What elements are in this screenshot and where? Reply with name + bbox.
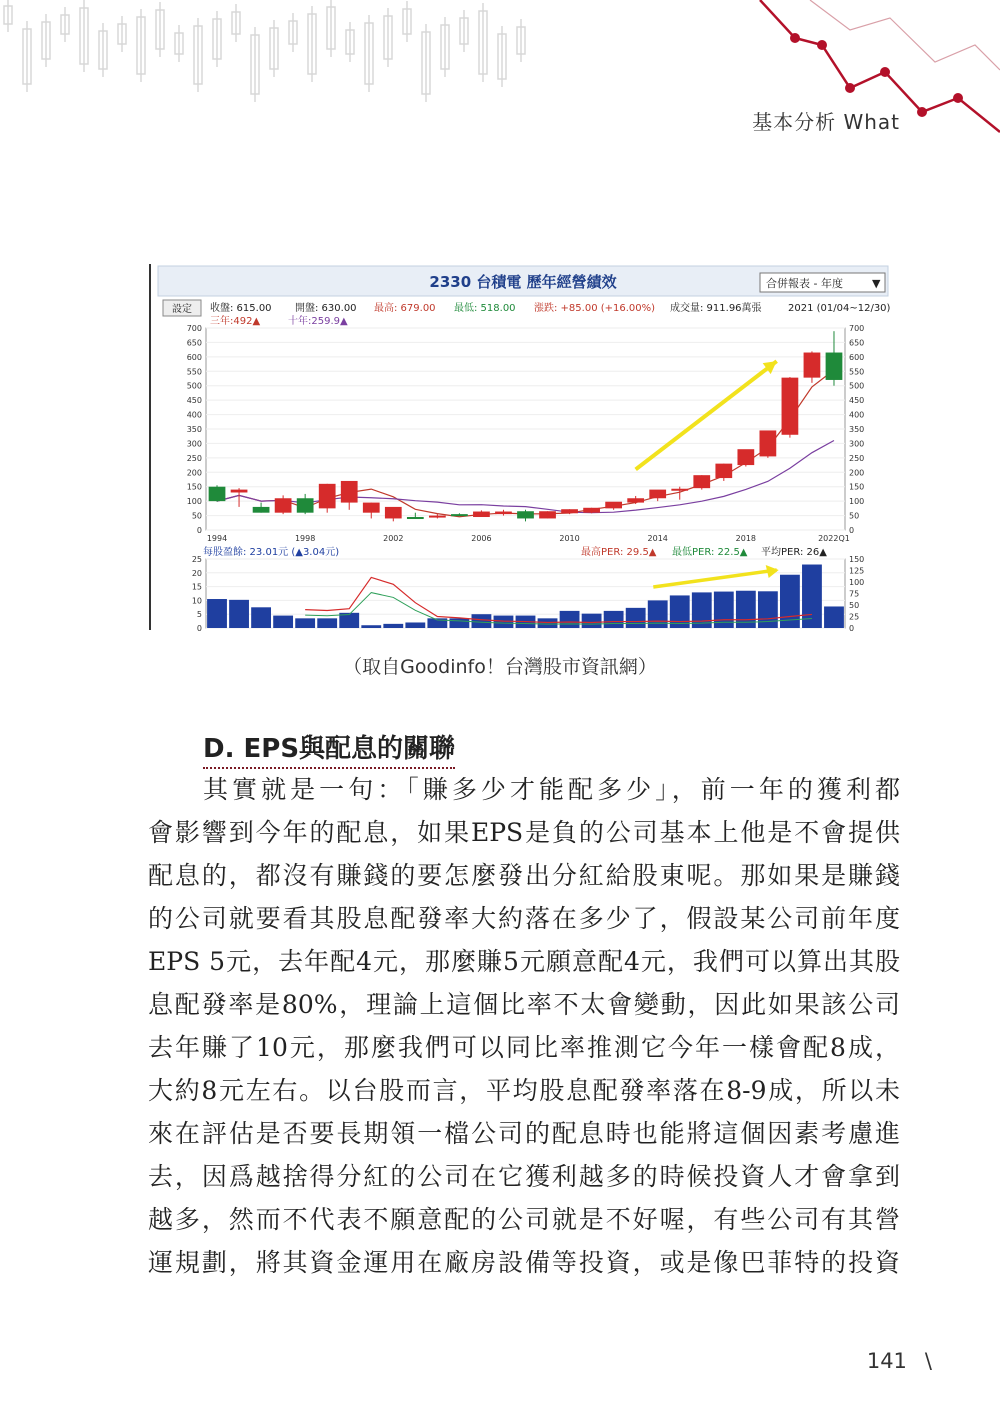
price-tick-label-right: 200 [849, 468, 865, 478]
paragraph-line: 來在評估是否要長期領一檔公司的配息時也能將這個因素考慮進 [148, 1119, 900, 1148]
page-footer [867, 1349, 932, 1373]
price-tick-label-right: 350 [849, 425, 865, 434]
price-tick-label-right: 100 [849, 497, 865, 507]
paragraph-line: 大約8元左右。以台股而言，平均股息配發率落在8-9成，所以未 [148, 1076, 900, 1105]
eps-bar [251, 607, 271, 628]
per-tick-label: 0 [849, 624, 855, 632]
eps-bar [648, 600, 668, 628]
candle-body [782, 378, 799, 435]
candle-body [804, 353, 821, 378]
candle-body [451, 514, 468, 516]
price-tick-label-left: 600 [186, 352, 202, 362]
page-number: 141 [866, 1349, 907, 1373]
eps-bar [317, 618, 337, 628]
candle-body [826, 353, 843, 380]
year-tick-label: 2018 [735, 534, 757, 543]
eps-panel [192, 555, 864, 632]
candle-body [429, 516, 446, 518]
price-panel [187, 324, 865, 543]
paragraph-line: 其實就是一句：「賺多少才能配多少」，前一年的獲利都 [203, 775, 900, 804]
eps-bar [758, 591, 778, 628]
price-tick-label-right: 650 [849, 338, 865, 348]
summary-low: 最低: 518.00 [454, 303, 516, 314]
year-tick-label: 2014 [647, 534, 668, 543]
body-paragraph [148, 768, 900, 1284]
price-tick-label-left: 550 [186, 367, 202, 377]
price-tick-label-left: 400 [186, 410, 202, 420]
paragraph-line: 越多，然而不代表不願意配的公司就是不好喔，有些公司有其營 [148, 1205, 900, 1234]
candle-body [583, 508, 600, 513]
eps-bar [229, 600, 249, 628]
summary-period: 2021 (01/04~12/30) [788, 303, 891, 314]
section-header: 基本分析 What [752, 110, 900, 134]
candle-body [341, 481, 358, 503]
year-tick-label: 1998 [294, 534, 316, 543]
price-tick-label-right: 0 [849, 526, 855, 535]
price-tick-label-left: 50 [191, 511, 202, 521]
candle-body [561, 509, 578, 513]
eps-bar [295, 618, 315, 628]
price-tick-label-left: 350 [186, 425, 202, 434]
price-tick-label-left: 0 [196, 526, 202, 535]
price-tick-label-right: 700 [849, 324, 865, 333]
year-tick-label: 2022Q1 [818, 534, 850, 543]
paragraph-line: 去，因爲越捨得分紅的公司在它獲利越多的時候投資人才會拿到 [148, 1162, 900, 1191]
price-tick-label-right: 500 [849, 381, 865, 391]
paragraph-line: EPS 5元，去年配4元，那麼賺5元願意配4元，我們可以算出其股 [148, 947, 900, 976]
candle-body [407, 517, 424, 519]
price-tick-label-right: 300 [849, 439, 865, 449]
candle-body [605, 502, 622, 509]
year-tick-label: 2002 [383, 534, 404, 543]
price-tick-label-right: 250 [849, 453, 865, 463]
price-tick-label-right: 50 [849, 511, 860, 521]
footer-mark: \ [924, 1349, 932, 1373]
settings-button-label: 設定 [172, 304, 192, 315]
year-tick-label: 2006 [471, 534, 492, 543]
per-avg-label: 平均PER: 26▲ [761, 547, 827, 558]
candle-body [649, 490, 666, 499]
summary-change: 漲跌: +85.00 (+16.00%) [534, 303, 656, 314]
eps-tick-label: 25 [191, 555, 202, 564]
eps-tick-label: 10 [191, 596, 202, 606]
price-tick-label-left: 150 [186, 482, 202, 492]
eps-bar [361, 625, 381, 628]
paragraph-line: 息配發率是80%，理論上這個比率不太會變動，因此如果該公司 [148, 990, 900, 1019]
price-tick-label-left: 500 [186, 381, 202, 391]
paragraph-line: 運規劃，將其資金運用在廠房設備等投資，或是像巴菲特的投資 [148, 1248, 900, 1277]
candle-body [319, 484, 336, 509]
price-tick-label-right: 600 [849, 352, 865, 362]
price-tick-label-left: 250 [186, 453, 202, 463]
eps-bar [824, 606, 844, 628]
eps-bar [626, 608, 646, 628]
candle-body [253, 507, 270, 513]
per-tick-label: 150 [849, 555, 865, 564]
candle-body [693, 475, 710, 488]
per-tick-label: 50 [849, 601, 860, 610]
eps-label: 每股盈餘: 23.01元 (▲3.04元) [203, 547, 340, 558]
chart-title: 2330 台積電 歷年經營績效 [429, 273, 617, 291]
price-tick-label-right: 150 [849, 482, 865, 492]
eps-bar [604, 611, 624, 628]
candle-body [231, 490, 248, 493]
candle-body [473, 512, 490, 517]
paragraph-line: 配息的，都沒有賺錢的要怎麼發出分紅給股東呢。那如果是賺錢 [148, 861, 900, 890]
report-select-label: 合併報表 - 年度 [766, 277, 843, 290]
section-heading: D. EPS與配息的關聯 [203, 728, 455, 769]
per-tick-label: 125 [849, 566, 865, 576]
price-tick-label-left: 700 [186, 324, 202, 333]
summary-close: 收盤: 615.00 [210, 303, 272, 314]
eps-bar [449, 618, 469, 628]
price-tick-label-right: 450 [849, 396, 865, 406]
eps-bar [472, 614, 492, 628]
price-tick-label-right: 400 [849, 410, 865, 420]
ma10-label: 十年:259.9▲ [288, 316, 348, 327]
per-low-label: 最低PER: 22.5▲ [672, 547, 748, 558]
candle-body [297, 498, 314, 512]
price-tick-label-left: 650 [186, 338, 202, 348]
summary-high: 最高: 679.00 [374, 303, 436, 314]
eps-tick-label: 15 [191, 582, 202, 592]
eps-bar [383, 624, 403, 628]
candle-body [671, 489, 688, 491]
price-tick-label-left: 300 [186, 439, 202, 449]
eps-bar [405, 622, 425, 628]
candle-body [539, 511, 556, 518]
per-tick-label: 75 [849, 589, 860, 599]
eps-tick-label: 20 [191, 568, 202, 578]
figure-caption: （取自Goodinfo！台灣股市資訊網） [343, 656, 657, 678]
price-tick-label-left: 200 [186, 468, 202, 478]
eps-bar [207, 599, 227, 628]
candle-body [715, 464, 732, 478]
eps-tick-label: 5 [196, 610, 202, 620]
eps-bar [273, 616, 293, 628]
price-tick-label-left: 450 [186, 396, 202, 406]
candle-body [209, 487, 226, 501]
price-tick-label-left: 100 [186, 497, 202, 507]
chevron-down-icon: ▼ [872, 277, 881, 290]
eps-tick-label: 0 [196, 624, 202, 632]
candle-body [627, 498, 644, 502]
stock-performance-chart [148, 262, 893, 632]
eps-bar [538, 618, 558, 628]
paragraph-line: 的公司就要看其股息配發率大約落在多少了，假設某公司前年度 [148, 904, 900, 933]
eps-bar [560, 611, 580, 628]
candle-body [275, 498, 292, 512]
candle-body [385, 507, 402, 519]
per-tick-label: 25 [849, 612, 860, 622]
paragraph-line: 去年賺了10元，那麼我們可以同比率推測它今年一樣會配8成， [148, 1033, 900, 1062]
year-tick-label: 1994 [206, 534, 228, 543]
candle-body [737, 449, 754, 465]
ma3-label: 三年:492▲ [210, 316, 261, 327]
summary-open: 開盤: 630.00 [295, 303, 357, 314]
paragraph-line: 會影響到今年的配息，如果EPS是負的公司基本上他是不會提供 [148, 818, 900, 847]
candle-body [517, 511, 534, 518]
candle-body [760, 430, 777, 456]
per-tick-label: 100 [849, 578, 865, 587]
candle-body [495, 512, 512, 515]
year-tick-label: 2010 [559, 534, 580, 543]
eps-bar [582, 614, 602, 628]
candle-body [363, 503, 380, 513]
per-high-label: 最高PER: 29.5▲ [581, 547, 657, 558]
summary-volume: 成交量: 911.96萬張 [670, 303, 762, 314]
price-tick-label-right: 550 [849, 367, 865, 377]
